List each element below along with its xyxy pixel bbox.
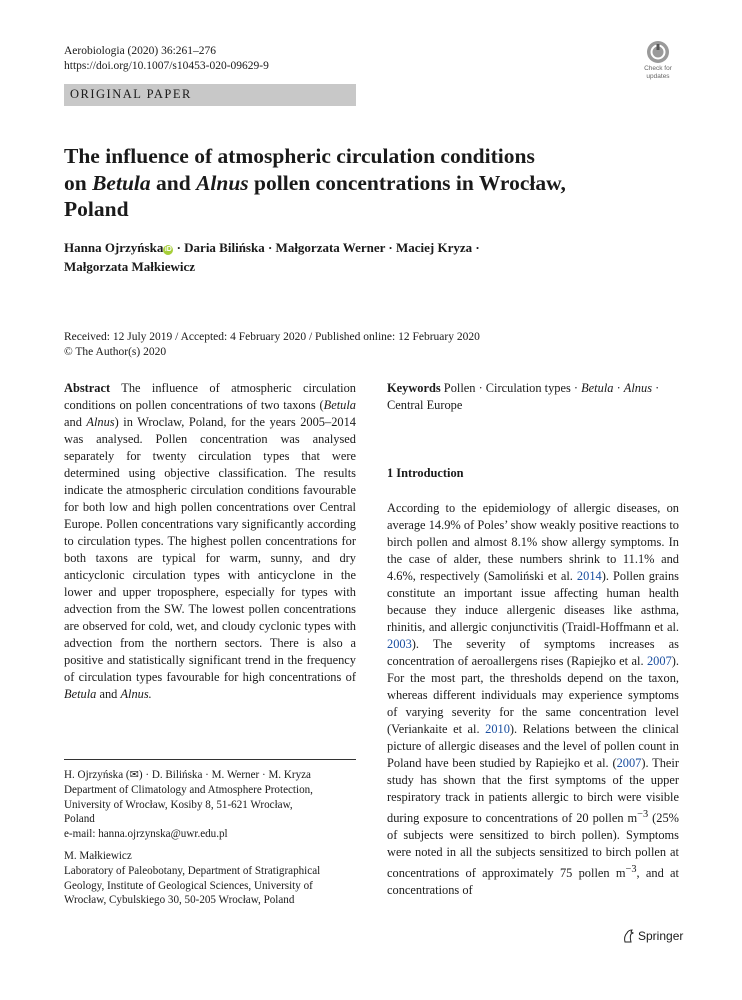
affiliation-block-2 bbox=[64, 849, 356, 908]
publication-dates bbox=[64, 330, 480, 360]
affiliation-line: Department of Climatology and Atmosphere Protection, bbox=[64, 783, 313, 796]
title-taxon-betula: Betula bbox=[92, 170, 151, 195]
abstract-taxon: Betula bbox=[323, 398, 356, 412]
footnote-divider bbox=[64, 759, 356, 760]
title-taxon-alnus: Alnus bbox=[196, 170, 249, 195]
affiliation-line: Wrocław, Cybulskiego 30, 50-205 Wrocław, Poland bbox=[64, 894, 295, 907]
title-line3: Poland bbox=[64, 197, 129, 221]
title-part: and bbox=[150, 170, 197, 195]
affiliation-line: Poland bbox=[64, 813, 95, 826]
citation-link[interactable]: 2003 bbox=[387, 637, 412, 651]
intro-text: ). Relations between the clinical picture of allergic diseases and the level of pollen count in Poland have been studied by Rapiejko et al. ( bbox=[387, 722, 679, 770]
abstract-label: Abstract bbox=[64, 381, 111, 395]
journal-citation: Aerobiologia (2020) 36:261–276 bbox=[64, 45, 217, 57]
keyword-text: · Central Europe bbox=[387, 381, 660, 412]
email-link[interactable]: e-mail: hanna.ojrzynska@uwr.edu.pl bbox=[64, 828, 228, 841]
author-names: Małgorzata Małkiewicz bbox=[64, 259, 196, 274]
keyword-text: · bbox=[613, 381, 624, 395]
orcid-icon[interactable]: iD bbox=[164, 246, 172, 253]
intro-text: According to the epidemiology of allergic diseases, on average 14.9% of Poles’ show weakly positive reactions to birch pollen and almost 8.1% show allergy symptoms. In the case of alder, these numbers shrink to 11.1% and 4.6%, respectively (Samoliński et al. bbox=[387, 501, 679, 583]
keywords-label: Keywords bbox=[387, 381, 441, 395]
abstract-taxon: Betula bbox=[64, 687, 97, 701]
check-updates-icon bbox=[646, 40, 670, 64]
springer-horse-icon bbox=[622, 929, 635, 943]
superscript: −3 bbox=[625, 864, 637, 876]
affiliation-block-1 bbox=[64, 768, 356, 842]
affiliation-line: University of Wrocław, Kosiby 8, 51-621 Wrocław, bbox=[64, 798, 293, 811]
badge-text-line1: Check for bbox=[644, 65, 672, 72]
keyword-taxon: Betula bbox=[581, 381, 614, 395]
intro-text: (25% of subjects were sensitized to birch pollen). Symptoms were noted in all the subjects sensitized to birch pollen at concentrations of approximately 75 pollen m bbox=[387, 811, 679, 881]
abstract bbox=[64, 380, 356, 703]
citation-link[interactable]: 2014 bbox=[576, 569, 602, 583]
keywords bbox=[387, 380, 679, 414]
publisher-logo bbox=[622, 929, 683, 943]
author-names: · Daria Bilińska · Małgorzata Werner · Maciej Kryza · bbox=[173, 240, 480, 255]
intro-text: ). The severity of symptoms increases as concentration of aeroallergens rises (Rapiejko et al. bbox=[387, 637, 679, 668]
abstract-taxon: Alnus. bbox=[120, 687, 152, 701]
paper-title bbox=[64, 143, 664, 223]
abstract-text: and bbox=[96, 687, 121, 701]
intro-text: ). For the most part, the thresholds depend on the taxon, whereas different individuals may experience symptoms of varying severity for the same concentration level (Veriankaite et al. bbox=[387, 654, 679, 736]
section-label: ORIGINAL PAPER bbox=[70, 87, 192, 101]
badge-text-line2: updates bbox=[646, 73, 670, 80]
abstract-text: The influence of atmospheric circulation conditions on pollen concentrations of two taxons ( bbox=[64, 381, 356, 412]
affiliation-authors: H. Ojrzyńska (✉) · D. Bilińska · M. Werner · M. Kryza bbox=[64, 769, 311, 781]
citation-link[interactable]: 2007 bbox=[646, 654, 672, 668]
author-name[interactable]: Hanna Ojrzyńska bbox=[64, 240, 164, 255]
superscript: −3 bbox=[637, 809, 649, 820]
affiliation-authors: M. Małkiewicz bbox=[64, 850, 132, 862]
title-part: pollen concentrations in Wrocław, bbox=[248, 170, 566, 195]
title-part: on bbox=[64, 170, 93, 195]
author-list bbox=[64, 238, 664, 276]
affiliation-line: Laboratory of Paleobotany, Department of Stratigraphical bbox=[64, 864, 321, 877]
intro-text: , and at concentrations of bbox=[387, 866, 679, 898]
journal-header bbox=[64, 44, 269, 74]
check-for-updates-badge[interactable] bbox=[638, 40, 678, 80]
abstract-text: ) in Wroclaw, Poland, for the years 2005–2014 was analysed. Pollen concentration was analysed separately for twenty circulation types that were determined using objective classification. The results indicate the atmospheric circulation conditions favourable for both low and high pollen concentrations over Central Europe. Pollen concentrations vary significantly according to circulation types. The highest pollen concentrations for both taxons are typical for warm, sunny, and dry anticyclonic circulation types with anticyclone in the lower and upper troposphere, especially for types with advection from the SW. The lowest pollen concentrations are observed for cold, wet, and cloudy cyclonic types with advection from the northern sectors. There is also a positive and statistically significant trend in the frequency of circulation types favourable for high concentrations of bbox=[64, 415, 356, 684]
abstract-text: and bbox=[64, 415, 87, 429]
intro-text: ). Pollen grains constitute an important issue affecting human health because they induce allergenic diseases like asthma, rhinitis, and allergic conjunctivitis (Traidl-Hoffmann et al. bbox=[387, 569, 679, 634]
citation-link[interactable]: 2007 bbox=[616, 756, 642, 770]
copyright-line: © The Author(s) 2020 bbox=[64, 346, 167, 358]
affiliation-line: Geology, Institute of Geological Sciences, University of bbox=[64, 879, 313, 892]
keyword-taxon: Alnus bbox=[623, 381, 653, 395]
section-label-bar bbox=[64, 84, 356, 106]
keyword-text: Pollen · Circulation types · bbox=[440, 381, 582, 395]
introduction-text bbox=[387, 500, 679, 899]
dates-line: Received: 12 July 2019 / Accepted: 4 February 2020 / Published online: 12 February 2020 bbox=[64, 331, 480, 343]
title-line1: The influence of atmospheric circulation conditions bbox=[64, 144, 535, 168]
publisher-name: Springer bbox=[638, 929, 684, 943]
doi-link[interactable]: https://doi.org/10.1007/s10453-020-09629-9 bbox=[64, 60, 269, 72]
citation-link[interactable]: 2010 bbox=[485, 722, 510, 736]
intro-text: ). Their study has shown that the first symptoms of the upper respiratory track in patients allergic to birch were visible during exposure to concentrations of 20 pollen m bbox=[387, 756, 679, 826]
section-heading-introduction: 1 Introduction bbox=[387, 466, 464, 480]
abstract-taxon: Alnus bbox=[86, 415, 115, 429]
